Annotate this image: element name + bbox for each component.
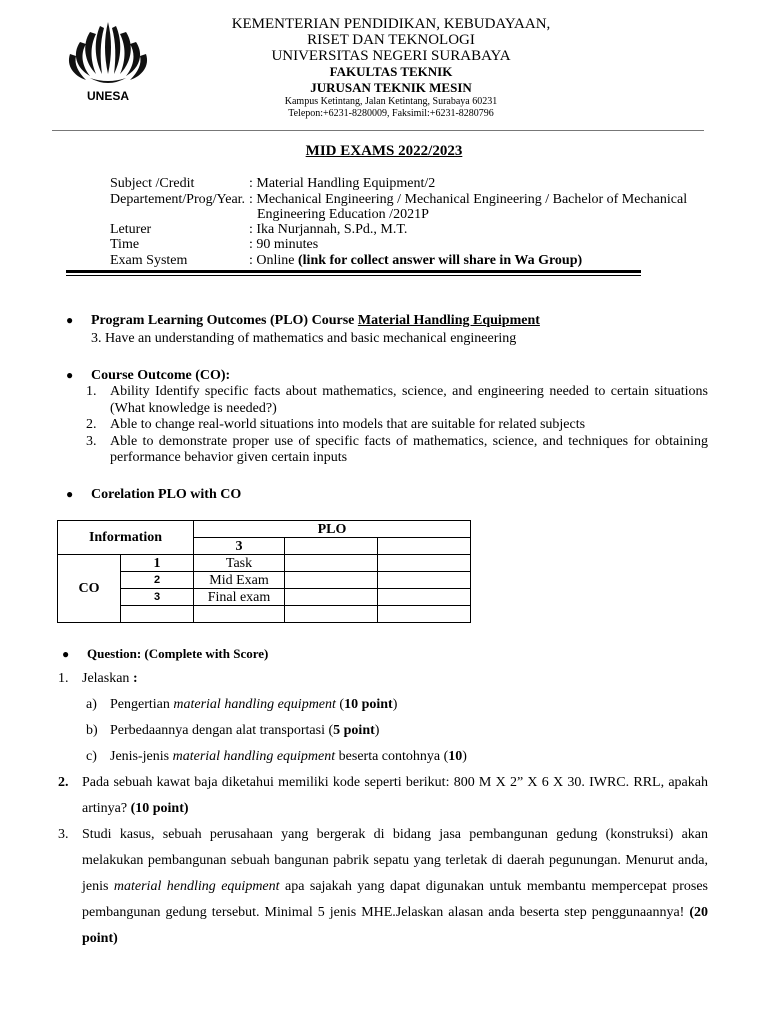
question-score: (20 point) (82, 905, 708, 946)
info-value-bold: (link for collect answer will share in Wa Group) (298, 253, 583, 268)
question-number: 3. (58, 827, 69, 842)
table-cell (285, 538, 378, 555)
info-value: : Mechanical Engineering / Mechanical Engineering / Bachelor of Mechanical (249, 192, 688, 207)
table-cell (378, 572, 471, 589)
corelation-heading: Corelation PLO with CO (91, 487, 242, 502)
department-name: JURUSAN TEKNIK MESIN (310, 80, 472, 95)
ministry-line-1: KEMENTERIAN PENDIDIKAN, KEBUDAYAAN, (231, 16, 551, 32)
sub-question-a (110, 692, 397, 718)
table-row-number: 2 (121, 572, 194, 589)
plo-course-name: Material Handling Equipment (357, 313, 540, 328)
sub-question-label: b) (86, 723, 98, 738)
ministry-line-2: RISET DAN TEKNOLOGI (307, 32, 475, 48)
plo-heading (91, 312, 540, 329)
institution-header (210, 16, 572, 120)
sub-question-text: ( (335, 697, 345, 712)
sub-question-score: 10 (448, 749, 463, 764)
sub-question-italic: material handling equipment (173, 697, 336, 712)
table-plo-column: 3 (194, 538, 285, 555)
table-cell (378, 589, 471, 606)
table-row-number: 3 (121, 589, 194, 606)
info-value (249, 253, 709, 269)
sub-question-text: Perbedaannya dengan alat transportasi ( (110, 723, 334, 738)
question-text-main: Studi kasus, sebuah perusahaan yang bergerak di bidang jasa pembangunan gedung (konstruksi) akan melakukan pembangunan sebuah bangunan pabrik sepatu yang terletak di daerah pegunungan. Menurut anda, jenis (82, 827, 708, 894)
sub-question-c (110, 744, 467, 770)
info-divider-thick (66, 270, 641, 273)
table-cell (378, 606, 471, 623)
co-number: 2. (86, 417, 97, 432)
question-3 (0, 822, 768, 952)
info-value-text: : Online (249, 253, 298, 268)
sub-question-text: Jenis-jenis (110, 749, 173, 764)
co-item (86, 384, 708, 417)
table-cell (121, 606, 194, 623)
info-label: Departement/Prog/Year. (110, 192, 246, 207)
question-text-cont: apa sajakah yang dapat digunakan untuk membantu mempercepat proses pembangunan gedung tersebut. Minimal 5 jenis MHE.Jelaskan alasan anda beserta step penggunaannya! (82, 879, 708, 920)
question-text (82, 666, 138, 692)
info-row-lecturer (0, 222, 768, 238)
question-heading: Question: (Complete with Score) (87, 646, 269, 661)
table-cell (285, 606, 378, 623)
unesa-logo (60, 12, 156, 104)
header-divider (52, 130, 704, 131)
sub-question-text: beserta contohnya ( (335, 749, 449, 764)
question-number: 2. (58, 775, 69, 790)
table-cell (378, 555, 471, 572)
info-row-department (0, 192, 768, 224)
co-item (86, 434, 708, 467)
plo-item: 3. Have an understanding of mathematics and basic mechanical engineering (91, 331, 517, 346)
table-cell (378, 538, 471, 555)
bullet-icon: ● (66, 487, 74, 501)
sub-question-score: 5 point (333, 723, 375, 738)
info-label: Subject /Credit (110, 176, 195, 191)
faculty-name: FAKULTAS TEKNIK (329, 64, 453, 79)
bullet-icon: ● (62, 647, 70, 661)
question-text-main: Pada sebuah kawat baja diketahui memiliki kode seperti berikut: 800 M X 2” X 6 X 30. IWRC. RRL, apakah artinya? (82, 775, 708, 816)
sub-question-text: ) (374, 723, 380, 738)
table-row-label: Final exam (194, 589, 285, 606)
info-row-time (0, 237, 768, 253)
question-score: (10 point) (130, 801, 189, 816)
table-row-label: Task (194, 555, 285, 572)
contact: Telepon:+6231-8280009, Faksimil:+6231-8280796 (288, 108, 494, 119)
info-label: Exam System (110, 253, 188, 268)
plo-co-table (57, 520, 471, 623)
sub-question-b (110, 718, 379, 744)
co-number: 1. (86, 384, 97, 399)
exam-title: MID EXAMS 2022/2023 (305, 143, 463, 159)
sub-question-italic: material handling equipment (172, 749, 336, 764)
sub-question-label: a) (86, 697, 97, 712)
svg-text:UNESA: UNESA (86, 89, 130, 103)
co-text: Able to demonstrate proper use of specific facts of mathematics, science, and techniques for obtaining performance behavior given certain inputs (110, 433, 708, 465)
co-number: 3. (86, 433, 97, 449)
question-colon: : (132, 671, 138, 686)
bullet-icon: ● (66, 368, 74, 382)
info-label: Leturer (110, 222, 152, 237)
sub-question-text: Pengertian (110, 697, 174, 712)
info-label: Time (110, 237, 140, 252)
info-value: : Ika Nurjannah, S.Pd., M.T. (249, 222, 408, 237)
info-divider-thin (66, 275, 641, 276)
co-heading: Course Outcome (CO): (91, 368, 231, 383)
address: Kampus Ketintang, Jalan Ketintang, Surabaya 60231 (284, 96, 498, 107)
co-text: Able to change real-world situations into models that are suitable for related subjects (110, 417, 586, 432)
table-co-label: CO (58, 555, 121, 623)
info-value: : Material Handling Equipment/2 (249, 176, 436, 191)
plo-heading-text: Program Learning Outcomes (PLO) Course (91, 313, 358, 328)
co-item (86, 417, 708, 434)
info-row-exam-system (0, 253, 768, 269)
co-list (86, 384, 708, 467)
sub-question-score: 10 point (344, 697, 393, 712)
table-header-plo: PLO (194, 521, 471, 538)
table-cell (285, 589, 378, 606)
question-text (82, 770, 708, 822)
table-header-information: Information (58, 521, 194, 555)
question-italic: material hendling equipment (113, 879, 280, 894)
table-cell (194, 606, 285, 623)
university-name: UNIVERSITAS NEGERI SURABAYA (271, 48, 511, 64)
bullet-icon: ● (66, 313, 74, 327)
info-value: : 90 minutes (249, 237, 319, 252)
sub-question-text: ) (392, 697, 398, 712)
info-value-cont: Engineering Education /2021P (257, 207, 429, 222)
table-cell (285, 572, 378, 589)
question-text-main: Jelaskan (82, 671, 133, 686)
table-cell (285, 555, 378, 572)
question-1 (0, 666, 768, 770)
info-row-subject (0, 176, 768, 192)
question-number: 1. (58, 671, 69, 686)
table-row-number: 1 (121, 555, 194, 572)
sub-question-text: ) (462, 749, 467, 764)
question-2 (0, 770, 768, 822)
sub-question-label: c) (86, 749, 97, 764)
co-text: Ability Identify specific facts about mathematics, science, and engineering needed to certain situations (What knowledge is needed?) (110, 384, 708, 416)
question-text (82, 822, 708, 952)
exam-info (0, 176, 768, 272)
table-row-label: Mid Exam (194, 572, 285, 589)
